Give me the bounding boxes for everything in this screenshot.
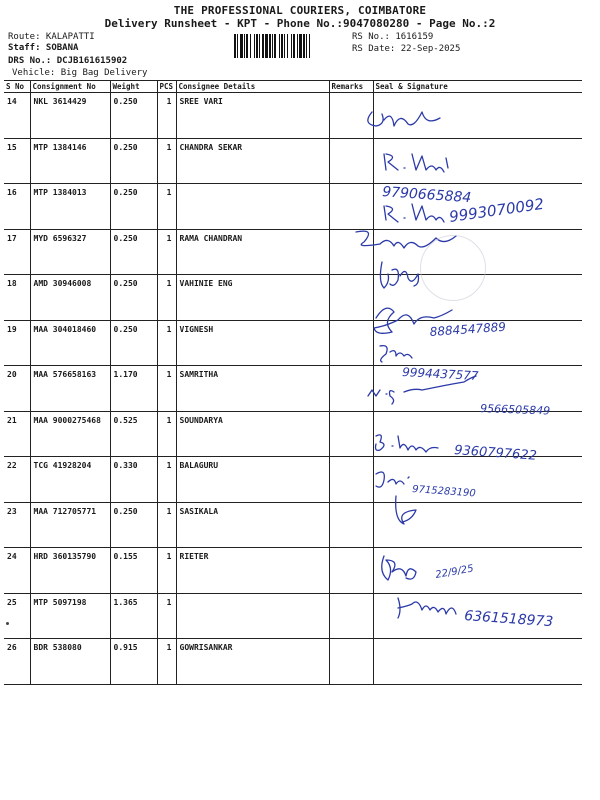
cell-sno: 17 xyxy=(4,229,30,275)
col-weight: Weight xyxy=(110,81,157,93)
cell-consignment: MAA 712705771 xyxy=(30,502,110,548)
cell-weight: 0.250 xyxy=(110,275,157,321)
cell-sno: 25 xyxy=(4,593,30,639)
cell-consignment: MYD 6596327 xyxy=(30,229,110,275)
table-row xyxy=(4,366,582,412)
cell-remarks xyxy=(329,411,373,457)
vehicle-label: Vehicle: Big Bag Delivery xyxy=(12,68,148,78)
table-row xyxy=(4,93,582,139)
phone-row-21: 9566505849 xyxy=(479,402,551,418)
faded-stamp xyxy=(420,235,486,301)
cell-weight: 0.155 xyxy=(110,548,157,594)
cell-consignee xyxy=(176,593,329,639)
cell-sno: 22 xyxy=(4,457,30,503)
cell-weight: 0.250 xyxy=(110,138,157,184)
cell-consignee: RAMA CHANDRAN xyxy=(176,229,329,275)
cell-consignment: MTP 1384013 xyxy=(30,184,110,230)
route-label: Route: KALAPATTI xyxy=(8,32,95,42)
cell-seal-signature xyxy=(373,502,582,548)
barcode-bar xyxy=(310,34,312,58)
cell-consignee xyxy=(176,184,329,230)
rs-date: RS Date: 22-Sep-2025 xyxy=(352,44,461,54)
cell-seal-signature xyxy=(373,138,582,184)
cell-consignee: SAMRITHA xyxy=(176,366,329,412)
cell-weight: 1.365 xyxy=(110,593,157,639)
cell-weight: 0.250 xyxy=(110,184,157,230)
cell-weight: 0.250 xyxy=(110,320,157,366)
staff-label: Staff: SOBANA xyxy=(8,43,79,53)
cell-remarks xyxy=(329,502,373,548)
cell-seal-signature xyxy=(373,184,582,230)
cell-remarks xyxy=(329,229,373,275)
cell-pcs: 1 xyxy=(157,593,176,639)
runsheet-table xyxy=(4,80,582,685)
rs-number: RS No.: 1616159 xyxy=(352,32,434,42)
company-title: THE PROFESSIONAL COURIERS, COIMBATORE xyxy=(173,4,427,17)
cell-consignee: CHANDRA SEKAR xyxy=(176,138,329,184)
cell-remarks xyxy=(329,275,373,321)
cell-sno: 16 xyxy=(4,184,30,230)
col-pcs: PCS xyxy=(157,81,176,93)
cell-weight: 0.915 xyxy=(110,639,157,685)
barcode xyxy=(234,34,348,58)
phone-row-19: 8884547889 xyxy=(429,319,507,339)
cell-remarks xyxy=(329,457,373,503)
cell-consignment: NKL 3614429 xyxy=(30,93,110,139)
cell-seal-signature xyxy=(373,411,582,457)
cell-seal-signature xyxy=(373,639,582,685)
table-row xyxy=(4,411,582,457)
cell-consignee: SOUNDARYA xyxy=(176,411,329,457)
cell-consignee: RIETER xyxy=(176,548,329,594)
cell-remarks xyxy=(329,639,373,685)
cell-consignment: BDR 538080 xyxy=(30,639,110,685)
cell-pcs: 1 xyxy=(157,639,176,685)
col-seal-signature: Seal & Signature xyxy=(373,81,582,93)
cell-remarks xyxy=(329,593,373,639)
runsheet-subtitle: Delivery Runsheet - KPT - Phone No.:9047080280 - Page No.:2 xyxy=(104,17,496,30)
table-row xyxy=(4,229,582,275)
phone-row-17: 9993070092 xyxy=(448,194,546,226)
cell-pcs: 1 xyxy=(157,275,176,321)
cell-sno: 26 xyxy=(4,639,30,685)
table-row xyxy=(4,593,582,639)
cell-consignment: MAA 576658163 xyxy=(30,366,110,412)
cell-seal-signature xyxy=(373,366,582,412)
cell-remarks xyxy=(329,366,373,412)
cell-weight: 0.525 xyxy=(110,411,157,457)
cell-sno: 19 xyxy=(4,320,30,366)
col-consignee: Consignee Details xyxy=(176,81,329,93)
cell-seal-signature xyxy=(373,457,582,503)
cell-weight: 0.250 xyxy=(110,93,157,139)
cell-consignee: VAHINIE ENG xyxy=(176,275,329,321)
cell-sno: 15 xyxy=(4,138,30,184)
cell-consignment: MAA 9000275468 xyxy=(30,411,110,457)
cell-consignee: GOWRISANKAR xyxy=(176,639,329,685)
cell-remarks xyxy=(329,548,373,594)
table-row xyxy=(4,502,582,548)
cell-sno: 23 xyxy=(4,502,30,548)
table-row xyxy=(4,548,582,594)
margin-mark xyxy=(6,622,9,625)
cell-pcs: 1 xyxy=(157,411,176,457)
table-row xyxy=(4,639,582,685)
cell-consignment: TCG 41928204 xyxy=(30,457,110,503)
table-row xyxy=(4,138,582,184)
cell-sno: 18 xyxy=(4,275,30,321)
cell-seal-signature xyxy=(373,548,582,594)
cell-pcs: 1 xyxy=(157,320,176,366)
phone-row-20: 9994437577 xyxy=(401,365,479,383)
cell-consignee: BALAGURU xyxy=(176,457,329,503)
cell-consignment: MTP 5097198 xyxy=(30,593,110,639)
cell-pcs: 1 xyxy=(157,138,176,184)
table-row xyxy=(4,320,582,366)
cell-consignee: SASIKALA xyxy=(176,502,329,548)
cell-pcs: 1 xyxy=(157,502,176,548)
cell-sno: 21 xyxy=(4,411,30,457)
col-remarks: Remarks xyxy=(329,81,373,93)
table-header-row xyxy=(4,81,582,93)
cell-pcs: 1 xyxy=(157,457,176,503)
cell-consignment: HRD 360135790 xyxy=(30,548,110,594)
cell-pcs: 1 xyxy=(157,548,176,594)
phone-row-23: 9715283190 xyxy=(411,484,477,500)
cell-consignee: VIGNESH xyxy=(176,320,329,366)
cell-pcs: 1 xyxy=(157,229,176,275)
cell-consignee: SREE VARI xyxy=(176,93,329,139)
drs-number: DRS No.: DCJB161615902 xyxy=(8,56,128,66)
cell-remarks xyxy=(329,93,373,139)
cell-pcs: 1 xyxy=(157,184,176,230)
cell-weight: 1.170 xyxy=(110,366,157,412)
cell-seal-signature xyxy=(373,593,582,639)
cell-pcs: 1 xyxy=(157,366,176,412)
cell-remarks xyxy=(329,138,373,184)
cell-sno: 14 xyxy=(4,93,30,139)
cell-weight: 0.250 xyxy=(110,502,157,548)
table-row xyxy=(4,457,582,503)
cell-consignment: AMD 30946008 xyxy=(30,275,110,321)
cell-pcs: 1 xyxy=(157,93,176,139)
cell-seal-signature xyxy=(373,320,582,366)
cell-weight: 0.250 xyxy=(110,229,157,275)
table-row xyxy=(4,184,582,230)
cell-sno: 20 xyxy=(4,366,30,412)
cell-sno: 24 xyxy=(4,548,30,594)
cell-seal-signature xyxy=(373,93,582,139)
table-row xyxy=(4,275,582,321)
phone-row-26: 6361518973 xyxy=(463,608,554,631)
cell-consignment: MAA 304018460 xyxy=(30,320,110,366)
cell-remarks xyxy=(329,184,373,230)
cell-weight: 0.330 xyxy=(110,457,157,503)
cell-consignment: MTP 1384146 xyxy=(30,138,110,184)
col-sno: S No xyxy=(4,81,30,93)
col-consignment: Consignment No xyxy=(30,81,110,93)
phone-row-16: 9790665884 xyxy=(381,184,472,207)
cell-remarks xyxy=(329,320,373,366)
date-row-25: 22/9/25 xyxy=(434,563,475,581)
phone-row-22: 9360797622 xyxy=(453,443,538,464)
